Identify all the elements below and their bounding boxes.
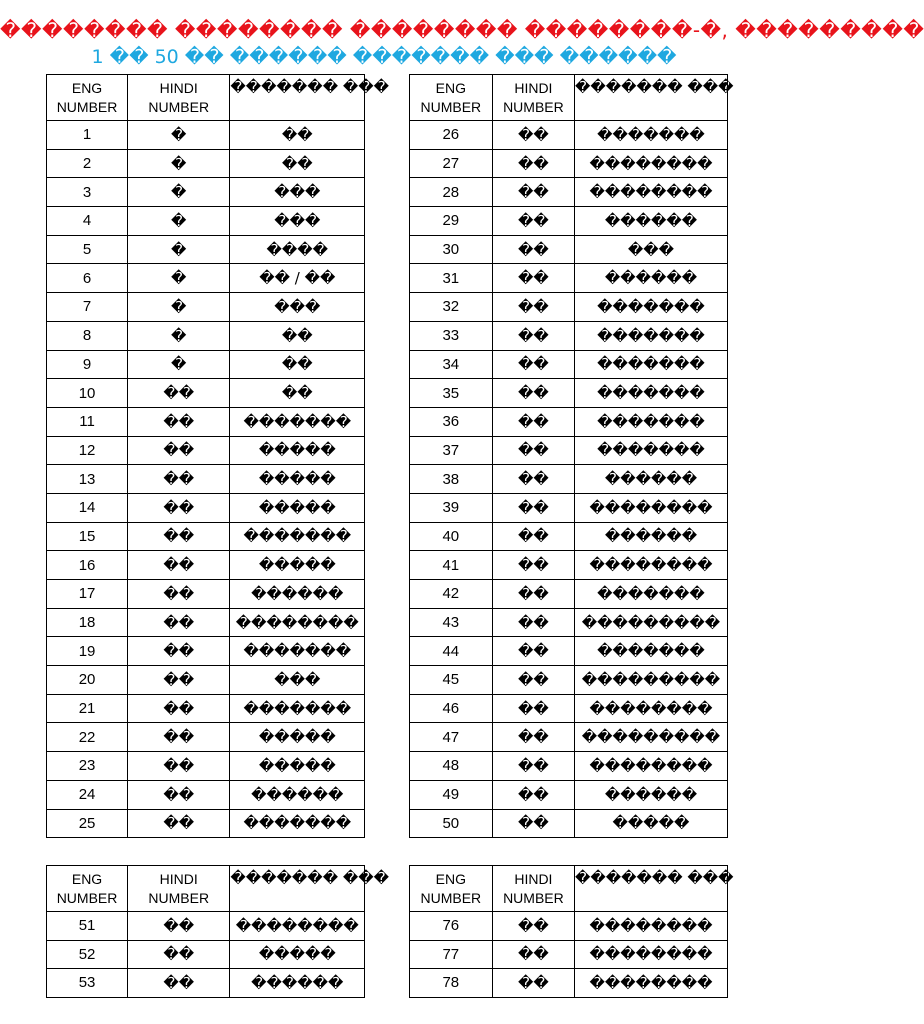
- word-cell: ��������: [574, 149, 727, 178]
- eng-number-cell: 35: [409, 379, 492, 408]
- eng-number-cell: 1: [47, 121, 128, 150]
- table-header-row: [47, 866, 728, 912]
- hindi-number-cell: ��: [128, 912, 230, 941]
- eng-number-cell: 78: [409, 969, 492, 998]
- table-row: [47, 637, 728, 666]
- word-cell: ��: [230, 121, 365, 150]
- word-cell: ��������: [230, 912, 365, 941]
- column-gap: [365, 940, 410, 969]
- word-cell: �������: [230, 809, 365, 838]
- number-table-51-onward: [46, 865, 734, 998]
- eng-number-cell: 28: [409, 178, 492, 207]
- hindi-number-cell: ��: [128, 580, 230, 609]
- header-word: ������� ���: [230, 75, 365, 121]
- header-word: ������� ���: [574, 75, 727, 121]
- column-gap: [365, 407, 410, 436]
- column-gap: [365, 350, 410, 379]
- eng-number-cell: 39: [409, 493, 492, 522]
- column-gap: [365, 465, 410, 494]
- eng-number-cell: 42: [409, 580, 492, 609]
- table-row: [47, 178, 728, 207]
- column-gap: [365, 293, 410, 322]
- word-cell: ��: [230, 379, 365, 408]
- hindi-number-cell: ��: [128, 809, 230, 838]
- hindi-number-cell: ��: [492, 608, 574, 637]
- eng-number-cell: 20: [47, 666, 128, 695]
- table-row: [47, 436, 728, 465]
- word-cell: ������: [574, 264, 727, 293]
- column-gap: [365, 121, 410, 150]
- word-cell: ������: [230, 780, 365, 809]
- eng-number-cell: 30: [409, 235, 492, 264]
- word-cell: �� / ��: [230, 264, 365, 293]
- word-cell: �������: [574, 580, 727, 609]
- hindi-number-cell: ��: [128, 522, 230, 551]
- word-cell: �����: [230, 551, 365, 580]
- table-row: [47, 522, 728, 551]
- eng-number-cell: 40: [409, 522, 492, 551]
- word-cell: ������: [574, 780, 727, 809]
- hindi-number-cell: ��: [492, 235, 574, 264]
- eng-number-cell: 15: [47, 522, 128, 551]
- column-gap: [365, 809, 410, 838]
- eng-number-cell: 17: [47, 580, 128, 609]
- table-row: [47, 465, 728, 494]
- eng-number-cell: 2: [47, 149, 128, 178]
- eng-number-cell: 76: [409, 912, 492, 941]
- word-cell: ���: [574, 235, 727, 264]
- eng-number-cell: 77: [409, 940, 492, 969]
- word-cell: ���: [230, 666, 365, 695]
- table-row: [47, 666, 728, 695]
- table-row: [47, 321, 728, 350]
- eng-number-cell: 36: [409, 407, 492, 436]
- word-cell: �������: [574, 407, 727, 436]
- column-gap: [365, 723, 410, 752]
- table-row: [47, 149, 728, 178]
- table-row: [47, 493, 728, 522]
- column-gap: [365, 666, 410, 695]
- eng-number-cell: 44: [409, 637, 492, 666]
- eng-number-cell: 23: [47, 752, 128, 781]
- table-header-row: [47, 75, 728, 121]
- table-row: [47, 912, 728, 941]
- table-row: [47, 752, 728, 781]
- hindi-number-cell: �: [128, 321, 230, 350]
- header-word: ������� ���: [230, 866, 365, 912]
- table-row: [47, 235, 728, 264]
- hindi-number-cell: ��: [492, 436, 574, 465]
- hindi-number-cell: ��: [492, 178, 574, 207]
- hindi-number-cell: ��: [492, 969, 574, 998]
- hindi-number-cell: ��: [128, 551, 230, 580]
- hindi-number-cell: ��: [492, 666, 574, 695]
- hindi-number-cell: ��: [492, 350, 574, 379]
- column-gap: [365, 235, 410, 264]
- eng-number-cell: 12: [47, 436, 128, 465]
- table-row: [47, 809, 728, 838]
- eng-number-cell: 4: [47, 207, 128, 236]
- word-cell: ������: [230, 580, 365, 609]
- word-cell: ��������: [574, 694, 727, 723]
- page-subtitle: 1 �� 50 �� ������ ������� ��� ������: [91, 46, 677, 68]
- eng-number-cell: 19: [47, 637, 128, 666]
- word-cell: ��������: [230, 608, 365, 637]
- column-gap: [365, 580, 410, 609]
- table-row: [47, 407, 728, 436]
- word-cell: ������: [574, 207, 727, 236]
- header-eng-number: ENG NUMBER: [409, 866, 492, 912]
- table-row: [47, 940, 728, 969]
- word-cell: ���: [230, 207, 365, 236]
- hindi-number-cell: ��: [128, 379, 230, 408]
- hindi-number-cell: ��: [128, 694, 230, 723]
- word-cell: ��������: [574, 912, 727, 941]
- column-gap: [365, 493, 410, 522]
- word-cell: ��������: [574, 178, 727, 207]
- column-gap: [365, 178, 410, 207]
- column-gap: [365, 264, 410, 293]
- column-gap: [365, 149, 410, 178]
- eng-number-cell: 13: [47, 465, 128, 494]
- word-cell: ��: [230, 350, 365, 379]
- eng-number-cell: 6: [47, 264, 128, 293]
- hindi-number-cell: ��: [492, 493, 574, 522]
- hindi-number-cell: ��: [492, 379, 574, 408]
- word-cell: ���������: [574, 666, 727, 695]
- hindi-number-cell: �: [128, 178, 230, 207]
- table-row: [47, 350, 728, 379]
- column-gap: [365, 207, 410, 236]
- word-cell: ��������: [574, 551, 727, 580]
- hindi-number-cell: ��: [492, 580, 574, 609]
- hindi-number-cell: �: [128, 264, 230, 293]
- word-cell: ������: [574, 522, 727, 551]
- hindi-number-cell: ��: [492, 149, 574, 178]
- eng-number-cell: 18: [47, 608, 128, 637]
- word-cell: ����: [230, 235, 365, 264]
- eng-number-cell: 11: [47, 407, 128, 436]
- header-hindi-number: HINDI NUMBER: [128, 866, 230, 912]
- table-row: [47, 293, 728, 322]
- hindi-number-cell: ��: [128, 436, 230, 465]
- eng-number-cell: 49: [409, 780, 492, 809]
- word-cell: ��: [230, 149, 365, 178]
- header-eng-number: ENG NUMBER: [47, 866, 128, 912]
- hindi-number-cell: ��: [128, 407, 230, 436]
- word-cell: �����: [230, 752, 365, 781]
- hindi-number-cell: ��: [492, 752, 574, 781]
- word-cell: ���������: [574, 608, 727, 637]
- header-eng-number: ENG NUMBER: [47, 75, 128, 121]
- column-gap: [365, 522, 410, 551]
- hindi-number-cell: ��: [492, 637, 574, 666]
- hindi-number-cell: ��: [128, 780, 230, 809]
- hindi-number-cell: ��: [492, 121, 574, 150]
- table-row: [47, 723, 728, 752]
- column-gap: [365, 912, 410, 941]
- eng-number-cell: 38: [409, 465, 492, 494]
- table-row: [47, 551, 728, 580]
- hindi-number-cell: ��: [128, 493, 230, 522]
- eng-number-cell: 32: [409, 293, 492, 322]
- column-gap: [365, 551, 410, 580]
- eng-number-cell: 48: [409, 752, 492, 781]
- eng-number-cell: 53: [47, 969, 128, 998]
- eng-number-cell: 27: [409, 149, 492, 178]
- eng-number-cell: 21: [47, 694, 128, 723]
- word-cell: �����: [574, 809, 727, 838]
- column-gap: [365, 436, 410, 465]
- hindi-number-cell: �: [128, 350, 230, 379]
- word-cell: �������: [574, 436, 727, 465]
- hindi-number-cell: �: [128, 149, 230, 178]
- eng-number-cell: 45: [409, 666, 492, 695]
- column-gap: [365, 752, 410, 781]
- table-row: [47, 780, 728, 809]
- word-cell: ��������: [574, 969, 727, 998]
- hindi-number-cell: ��: [492, 207, 574, 236]
- table-row: [47, 580, 728, 609]
- column-gap: [365, 694, 410, 723]
- hindi-number-cell: ��: [492, 940, 574, 969]
- eng-number-cell: 25: [47, 809, 128, 838]
- hindi-number-cell: ��: [492, 780, 574, 809]
- word-cell: ��������: [574, 752, 727, 781]
- eng-number-cell: 9: [47, 350, 128, 379]
- header-hindi-number: HINDI NUMBER: [492, 866, 574, 912]
- eng-number-cell: 7: [47, 293, 128, 322]
- word-cell: ��������: [574, 940, 727, 969]
- column-gap: [365, 780, 410, 809]
- word-cell: �������: [574, 321, 727, 350]
- eng-number-cell: 29: [409, 207, 492, 236]
- hindi-number-cell: ��: [492, 694, 574, 723]
- hindi-number-cell: ��: [492, 264, 574, 293]
- table-row: [47, 207, 728, 236]
- column-gap: [365, 637, 410, 666]
- table-row: [47, 264, 728, 293]
- hindi-number-cell: �: [128, 121, 230, 150]
- hindi-number-cell: ��: [492, 321, 574, 350]
- word-cell: �������: [230, 407, 365, 436]
- eng-number-cell: 46: [409, 694, 492, 723]
- hindi-number-cell: �: [128, 235, 230, 264]
- word-cell: �������: [230, 522, 365, 551]
- word-cell: �������: [230, 694, 365, 723]
- eng-number-cell: 43: [409, 608, 492, 637]
- page-title: �������� �������� �������� ��������-�, ���������: [0, 18, 924, 42]
- table-row: [47, 121, 728, 150]
- table-row: [47, 379, 728, 408]
- eng-number-cell: 5: [47, 235, 128, 264]
- eng-number-cell: 16: [47, 551, 128, 580]
- hindi-number-cell: ��: [128, 465, 230, 494]
- header-hindi-number: HINDI NUMBER: [128, 75, 230, 121]
- eng-number-cell: 34: [409, 350, 492, 379]
- hindi-number-cell: �: [128, 293, 230, 322]
- hindi-number-cell: ��: [128, 637, 230, 666]
- word-cell: �����: [230, 493, 365, 522]
- word-cell: ��: [230, 321, 365, 350]
- number-table-1-to-50: [46, 74, 734, 838]
- eng-number-cell: 3: [47, 178, 128, 207]
- hindi-number-cell: ��: [492, 522, 574, 551]
- hindi-number-cell: ��: [128, 608, 230, 637]
- word-cell: �������: [574, 293, 727, 322]
- word-cell: �������: [574, 637, 727, 666]
- word-cell: �������: [574, 379, 727, 408]
- hindi-number-cell: ��: [492, 723, 574, 752]
- word-cell: ��������: [574, 493, 727, 522]
- column-gap: [365, 969, 410, 998]
- eng-number-cell: 10: [47, 379, 128, 408]
- eng-number-cell: 31: [409, 264, 492, 293]
- word-cell: ���: [230, 178, 365, 207]
- word-cell: ���������: [574, 723, 727, 752]
- hindi-number-cell: ��: [128, 723, 230, 752]
- hindi-number-cell: �: [128, 207, 230, 236]
- eng-number-cell: 37: [409, 436, 492, 465]
- hindi-number-cell: ��: [492, 293, 574, 322]
- hindi-number-cell: ��: [128, 940, 230, 969]
- hindi-number-cell: ��: [128, 752, 230, 781]
- word-cell: �����: [230, 436, 365, 465]
- eng-number-cell: 22: [47, 723, 128, 752]
- column-gap: [365, 321, 410, 350]
- eng-number-cell: 26: [409, 121, 492, 150]
- hindi-number-cell: ��: [128, 666, 230, 695]
- table-row: [47, 694, 728, 723]
- eng-number-cell: 14: [47, 493, 128, 522]
- word-cell: �����: [230, 465, 365, 494]
- word-cell: �����: [230, 940, 365, 969]
- hindi-number-cell: ��: [492, 465, 574, 494]
- word-cell: ������: [574, 465, 727, 494]
- word-cell: �����: [230, 723, 365, 752]
- eng-number-cell: 47: [409, 723, 492, 752]
- word-cell: �������: [230, 637, 365, 666]
- word-cell: ������: [230, 969, 365, 998]
- table-row: [47, 969, 728, 998]
- hindi-number-cell: ��: [128, 969, 230, 998]
- eng-number-cell: 51: [47, 912, 128, 941]
- column-gap: [365, 608, 410, 637]
- eng-number-cell: 50: [409, 809, 492, 838]
- hindi-number-cell: ��: [492, 551, 574, 580]
- word-cell: �������: [574, 350, 727, 379]
- eng-number-cell: 8: [47, 321, 128, 350]
- table-row: [47, 608, 728, 637]
- eng-number-cell: 24: [47, 780, 128, 809]
- word-cell: ���: [230, 293, 365, 322]
- eng-number-cell: 41: [409, 551, 492, 580]
- hindi-number-cell: ��: [492, 912, 574, 941]
- eng-number-cell: 33: [409, 321, 492, 350]
- hindi-number-cell: ��: [492, 809, 574, 838]
- word-cell: �������: [574, 121, 727, 150]
- hindi-number-cell: ��: [492, 407, 574, 436]
- header-word: ������� ���: [574, 866, 727, 912]
- column-gap: [365, 379, 410, 408]
- header-eng-number: ENG NUMBER: [409, 75, 492, 121]
- eng-number-cell: 52: [47, 940, 128, 969]
- header-hindi-number: HINDI NUMBER: [492, 75, 574, 121]
